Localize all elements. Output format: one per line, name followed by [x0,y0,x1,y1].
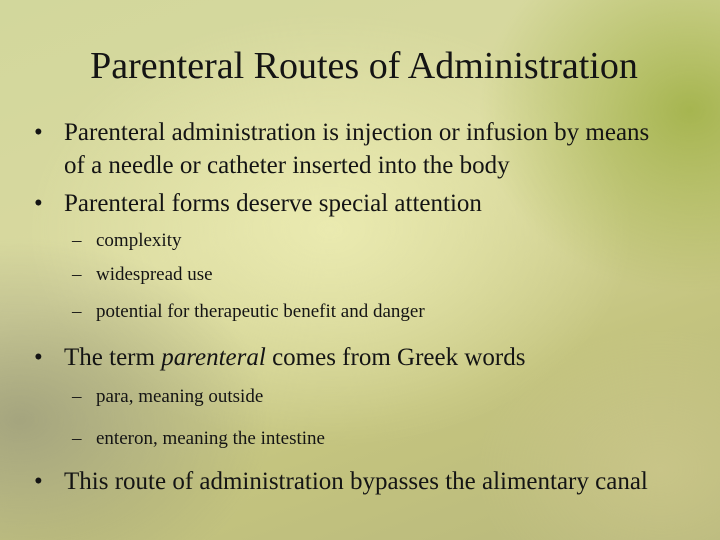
bullet-text: This route of administration bypasses the alimentary canal [64,468,648,495]
sub-bullet-text: para, meaning outside [96,386,264,407]
bullet-item [34,465,664,498]
bullet-text: Parenteral forms deserve special attention [64,190,482,217]
sub-bullet-text: enteron, meaning the intestine [96,428,325,449]
sub-bullet-item [72,263,213,287]
sub-bullet-marker: – [72,301,82,322]
sub-bullet-marker: – [72,428,82,449]
sub-bullet-marker: – [72,264,82,285]
bullet-text-end: comes from Greek words [265,344,526,371]
slide-title: Parenteral Routes of Administration [90,45,638,87]
sub-bullet-marker: – [72,230,82,251]
bullet-marker: • [34,468,43,495]
sub-bullet-item [72,229,181,253]
bullet-marker: • [34,190,43,217]
sub-bullet-text: potential for therapeutic benefit and danger [96,301,425,322]
sub-bullet-item [72,427,325,451]
sub-bullet-item [72,300,425,324]
bullet-text-emphasis: parenteral [161,344,266,371]
bullet-text-start: The term [64,344,162,371]
bullet-item [34,341,664,374]
sub-bullet-text: widespread use [96,264,213,285]
bullet-item [34,187,664,220]
bullet-item [34,116,664,182]
sub-bullet-marker: – [72,386,82,407]
bullet-marker: • [34,119,43,146]
sub-bullet-item [72,385,263,409]
sub-bullet-text: complexity [96,230,182,251]
bullet-marker: • [34,344,43,371]
bullet-text: Parenteral administration is injection or infusion by means of a needle or catheter inserted into the body [64,119,650,179]
bullet-text [64,341,664,374]
